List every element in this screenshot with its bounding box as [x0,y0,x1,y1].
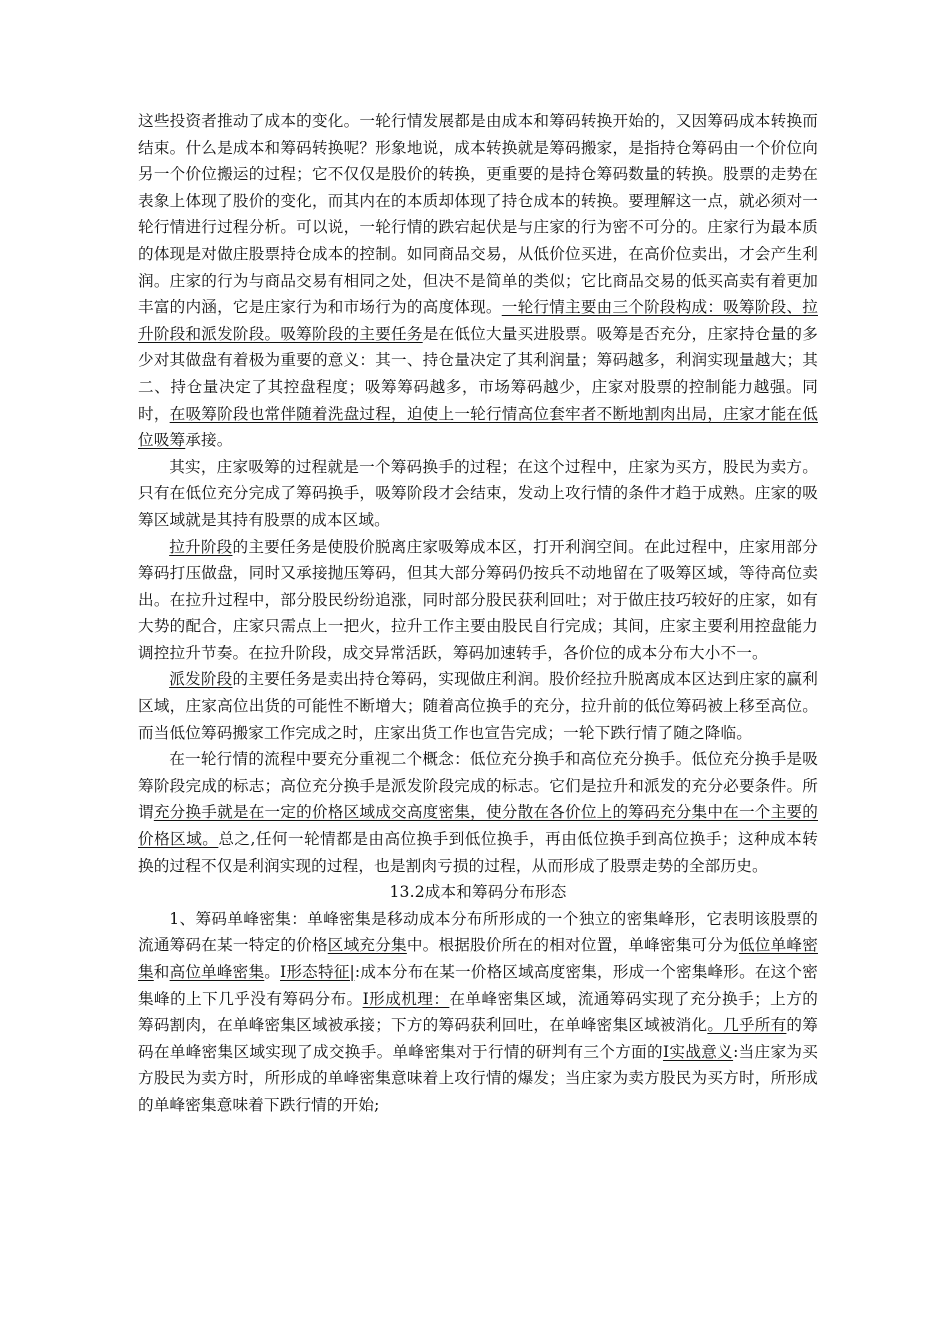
text-span: 其实，庄家吸筹的过程就是一个筹码换手的过程；在这个过程中，庄家为买方，股民为卖方。只有在低位充分完成了筹码换手，吸筹阶段才会结束，发动上攻行情的条件才趋于成熟。庄家的吸筹区域就是其持有股票的成本区域。 [138,457,818,529]
underlined-text: 。几乎所有 [707,1016,787,1035]
underlined-text: I形态特征| [280,963,355,981]
underlined-text: 一轮行情主要由三个阶段构成：吸筹阶段、拉升阶段和派发阶段。吸筹阶段的主要任务 [138,298,818,343]
text-span: 在单峰密集区域，流通筹码实现了充分换手；上方的筹码割肉，在单峰密集区域被承接；下方的筹码获利回吐，在单峰密集区域被消化 [138,989,818,1035]
paragraph-3 [138,534,818,667]
section-heading: 13.2成本和筹码分布形态 [389,883,567,902]
text-span: 的主要任务是卖出持仓筹码，实现做庄利润。股价经拉升脱离成本区达到庄家的赢利区域，庄家高位出货的可能性不断增大；随着高位换手的充分，拉升前的低位筹码被上移至高位。而当低位筹码搬家工作完成之时，庄家出货工作也宣告完成；一轮下跌行情了随之降临。 [138,670,818,742]
underlined-text: 拉升阶段 [169,537,233,556]
paragraph-1 [138,108,818,454]
underlined-text: 充分换手就是在一定的价格区域成交高度密集，使分散在各价位上的筹码充分集中在一个主要的价格区域。 [138,803,818,849]
text-span: 和 [153,963,170,981]
underlined-text: 高位单峰密集 [169,963,265,981]
text-span: 1、筹码单峰密集：单峰密集是移动成本分布所形成的一个独立的密集峰形，它表明该股票的流通筹码在某一特定的价格 [138,909,818,955]
text-span: 是在低位大量买进股票。吸筹是否充分，庄家持仓量的多少对其做盘有着极为重要的意义：其一、持仓量决定了其利润量；筹码越多，利润实现量越大；其二、持仓量决定了其控盘程度；吸筹筹码越多，市场筹码越少，庄家对股票的控制能力越强。同时， [138,324,818,423]
text-span: 。 [264,963,281,981]
text-span: :成本分布在某一价格区域高度密集，形成一个密集峰形。在这个密集峰的上下几乎没有筹码分布。 [138,963,818,1008]
text-span: :当庄家为买方股民为卖方时，所形成的单峰密集意味着上攻行情的爆发；当庄家为卖方股民为买方时，所形成的单峰密集意味着下跌行情的开始; [138,1042,819,1114]
paragraph-5 [138,746,818,879]
paragraph-4 [138,666,818,746]
text-span: 的主要任务是使股价脱离庄家吸筹成本区，打开利润空间。在此过程中，庄家用部分筹码打压做盘，同时又承接抛压筹码，但其大部分筹码仍按兵不动地留在了吸筹区域，等待高位卖出。在拉升过程中，部分股民纷纷追涨，同时部分股民获利回吐；对于做庄技巧较好的庄家，如有大势的配合，庄家只需点上一把火，拉升工作主要由股民自行完成；其间，庄家主要利用控盘能力调控拉升节奏。在拉升阶段，成交异常活跃，筹码加速转手，各价位的成本分布大小不一。 [138,537,818,662]
paragraph-2 [138,454,818,534]
underlined-text: I形成机理： [362,989,450,1008]
text-span: 承接。 [185,431,233,450]
text-span: 总之,任何一轮情都是由高位换手到低位换手，再由低位换手到高位换手；这种成本转换的过程不仅是利润实现的过程，也是割肉亏损的过程，从而形成了股票走势的全部历史。 [138,830,818,875]
underlined-text: 在吸筹阶段也常伴随着洗盘过程，迫使上一轮行情高位套牢者不断地割肉出局，庄家才能在低位吸筹 [138,404,818,450]
underlined-text: I实战意义 [662,1042,734,1061]
text-span: 在一轮行情的流程中要充分重视二个概念：低位充分换手和高位充分换手。低位充分换手是吸筹阶段完成的标志；高位充分换手是派发阶段完成的标志。它们是拉升和派发的充分必要条件。所谓 [138,750,818,822]
text-span: 的筹码在单峰密集区域实现了成交换手。单峰密集对于行情的研判有三个方面的 [138,1016,818,1061]
text-span: 中。根据股价所在的相对位置，单峰密集可分为 [406,936,739,955]
underlined-text: 派发阶段 [169,670,233,689]
underlined-text: 区域充分集 [327,936,407,955]
text-span: 这些投资者推动了成本的变化。一轮行情发展都是由成本和筹码转换开始的，又因筹码成本转换而结束。什么是成本和筹码转换呢？形象地说，成本转换就是筹码搬家，是指持仓筹码由一个价位向另一个价位搬运的过程；它不仅仅是股价的转换，更重要的是持仓筹码数量的转换。股票的走势在表象上体现了股价的变化，而其内在的本质却体现了持仓成本的转换。要理解这一点，就必须对一轮行情进行过程分析。可以说，一轮行情的跌宕起伏是与庄家的行为密不可分的。庄家行为最本质的体现是对做庄股票持仓成本的控制。如同商品交易，从低价位买进，在高价位卖出，才会产生利润。庄家的行为与商品交易有相同之处，但决不是简单的类似；它比商品交易的低买高卖有着更加丰富的内涵，它是庄家行为和市场行为的高度体现。 [138,112,818,317]
underlined-text: 低位单峰密集 [138,936,818,981]
document-page [138,108,818,1119]
paragraph-6 [138,906,818,1119]
